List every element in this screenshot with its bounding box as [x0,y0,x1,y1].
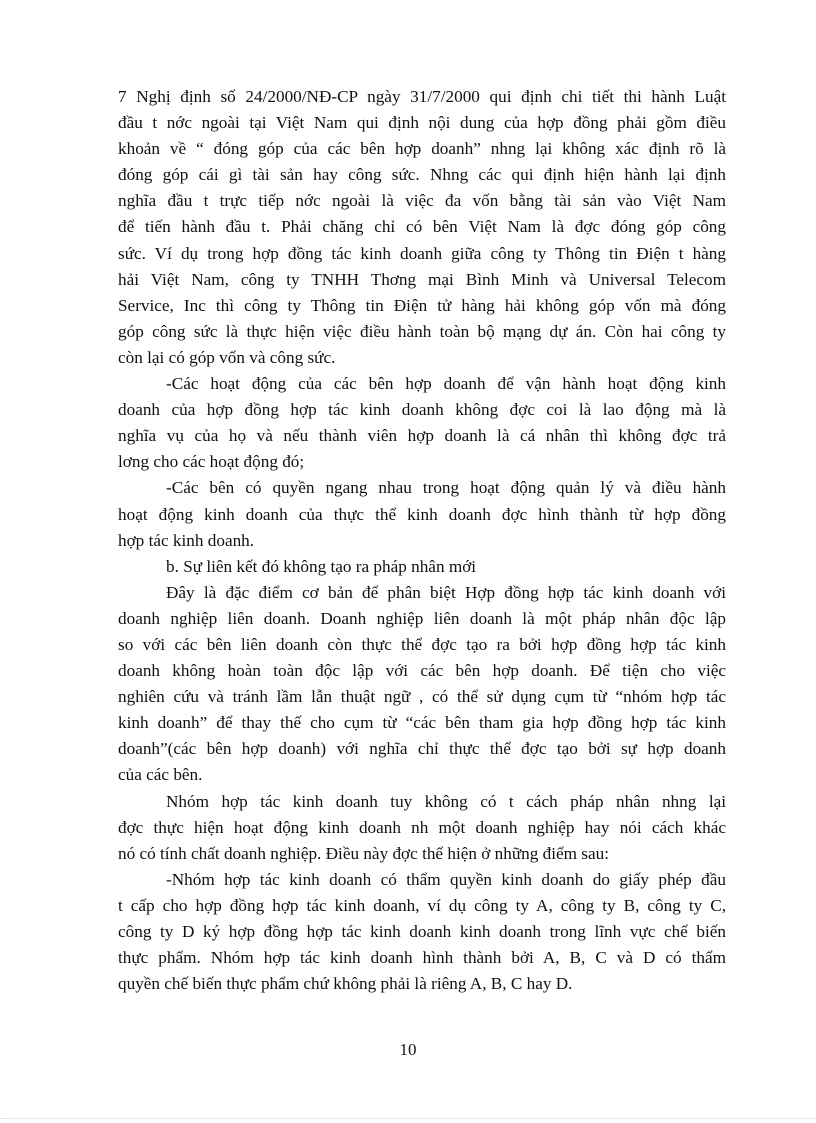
text-line: t cấp cho hợp đồng hợp tác kinh doanh, ví dụ công ty A, công ty B, công ty C, [118,895,726,915]
text-line: quyền chế biến thực phẩm chứ không phải là riêng A, B, C hay D. [118,974,573,994]
text-line: Đây là đặc điểm cơ bản để phân biệt Hợp đồng hợp tác kinh doanh với [166,582,726,602]
text-line: Service, Inc thì công ty Thông tin Điện tử hàng hải không góp vốn mà đóng [118,295,726,315]
text-line: -Nhóm hợp tác kinh doanh có thẩm quyền kinh doanh do giấy phép đầu [166,869,726,889]
text-line: đợc thực hiện hoạt động kinh doanh nh một doanh nghiệp hay nói cách khác [118,817,726,837]
text-line: 7 Nghị định số 24/2000/NĐ-CP ngày 31/7/2000 qui định chi tiết thi hành Luật [118,87,726,106]
text-line: nghĩa đầu t trực tiếp nớc ngoài là việc đa vốn bằng tài sản vào Việt Nam [118,191,726,211]
text-line: doanh nghiệp liên doanh. Doanh nghiệp liên doanh là một pháp nhân độc lập [118,608,726,628]
text-line: doanh không hoàn toàn độc lập với các bên hợp doanh. Để tiện cho việc [118,661,726,681]
body-text [118,84,726,997]
text-line: kinh doanh” để thay thế cho cụm từ “các bên tham gia hợp đồng hợp tác kinh [118,713,726,733]
text-line: còn lại có góp vốn và công sức. [118,347,336,367]
text-line: -Các bên có quyền ngang nhau trong hoạt động quản lý và điều hành [166,478,726,498]
page-number: 10 [399,1040,417,1059]
text-line: hoạt động kinh doanh của thực thể kinh doanh đợc hình thành từ hợp đồng [118,504,726,524]
text-line: sức. Ví dụ trong hợp đồng tác kinh doanh giữa công ty Thông tin Điện t hàng [118,243,726,263]
text-line: b. Sự liên kết đó không tạo ra pháp nhân mới [166,556,477,576]
page-bottom-rule [0,1118,816,1120]
text-line: khoản về “ đóng góp của các bên hợp doanh” nhng lại không xác định rõ là [118,139,726,159]
text-line: lơng cho các hoạt động đó; [118,452,305,472]
text-line: góp công sức là thực hiện việc điều hành toàn bộ mạng dự án. Còn hai công ty [118,321,726,341]
text-line: đầu t nớc ngoài tại Việt Nam qui định nội dung của hợp đồng phải gồm điều [118,113,726,133]
text-line: doanh của hợp đồng hợp tác kinh doanh không đợc coi là lao động mà là [118,400,726,420]
text-line: nghĩa vụ của họ và nếu thành viên hợp doanh là cá nhân thì không đợc trả [118,426,726,446]
text-line: Nhóm hợp tác kinh doanh tuy không có t cách pháp nhân nhng lại [166,791,726,811]
text-line: của các bên. [118,765,203,785]
text-line: đóng góp cái gì tài sản hay công sức. Nhng các qui định hiện hành lại định [118,165,726,185]
text-line: -Các hoạt động của các bên hợp doanh để vận hành hoạt động kinh [166,374,726,394]
text-line: hợp tác kinh doanh. [118,530,255,550]
text-line: so với các bên liên doanh còn thực thể đợc tạo ra bởi hợp đồng hợp tác kinh [118,634,726,654]
text-line: công ty D ký hợp đồng hợp tác kinh doanh kinh doanh trong lĩnh vực chế biến [118,922,726,941]
text-line: doanh”(các bên hợp doanh) với nghĩa chỉ thực thể đợc tạo bởi sự hợp doanh [118,739,726,759]
text-line: để tiến hành đầu t. Phải chăng chỉ có bên Việt Nam là đợc đóng góp công [118,217,726,237]
text-line: nó có tính chất doanh nghiệp. Điều này đợc thể hiện ở những điểm sau: [118,843,609,863]
text-line: thực phẩm. Nhóm hợp tác kinh doanh hình thành bởi A, B, C và D có thẩm [118,948,726,968]
text-line: nghiên cứu và tránh lầm lẫn thuật ngữ , có thể sử dụng cụm từ “nhóm hợp tác [118,687,726,707]
text-line: hải Việt Nam, công ty TNHH Thơng mại Bình Minh và Universal Telecom [118,269,726,289]
